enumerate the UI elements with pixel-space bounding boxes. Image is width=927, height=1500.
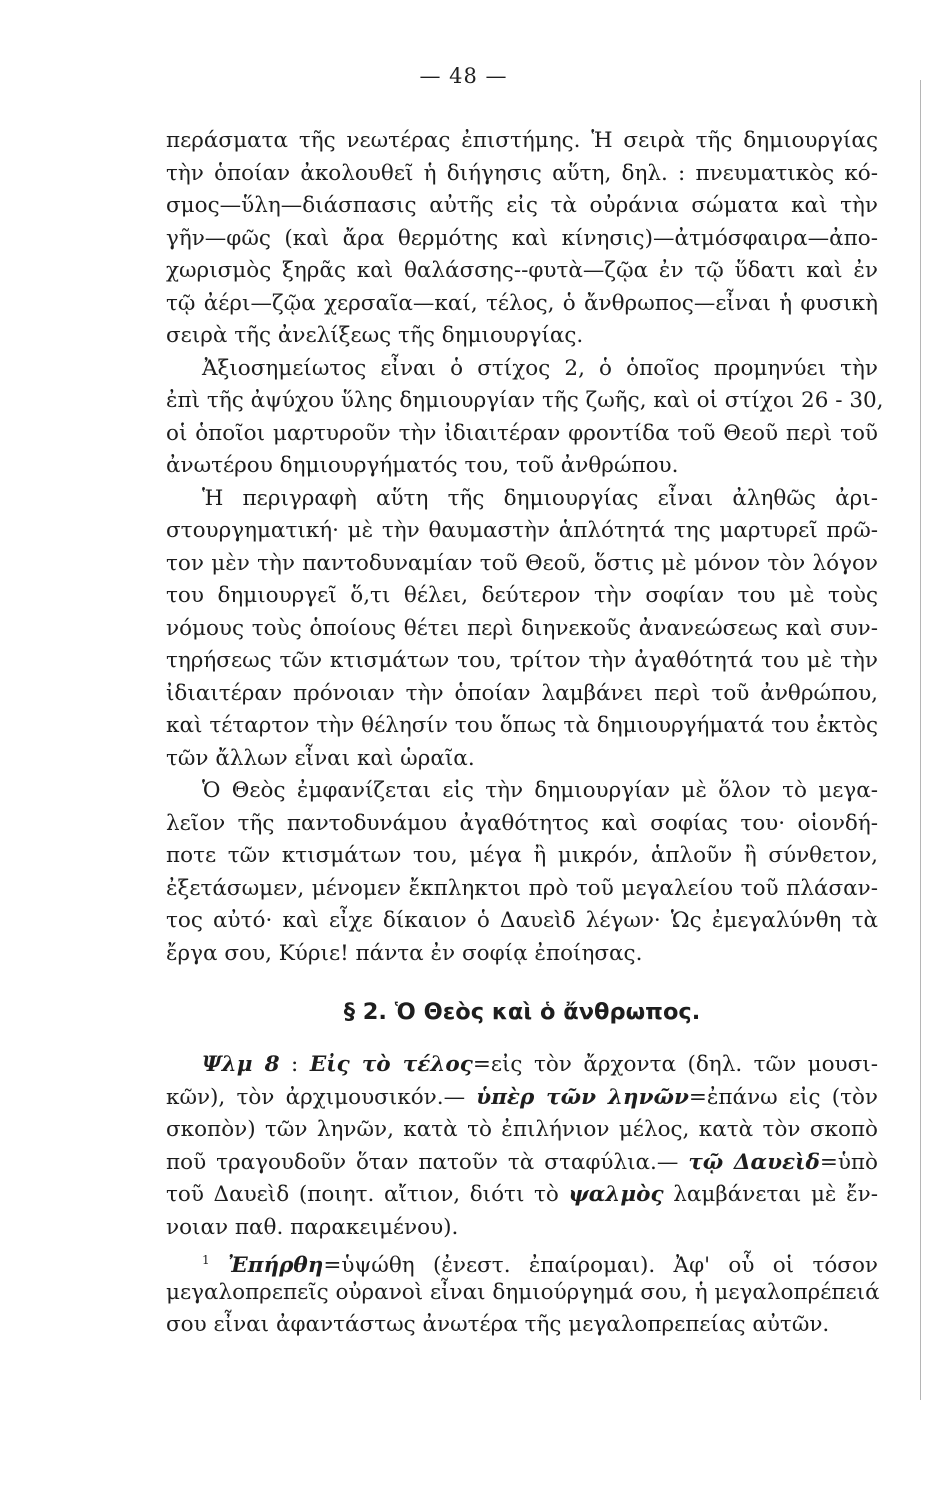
text-line <box>166 1277 878 1310</box>
text-span: =ὑψώθη (ἐνεστ. ἐπαίρομαι). Ἀφ' οὗ οἱ τόσον <box>323 1253 878 1279</box>
gloss-term: ψαλμὸς <box>568 1182 664 1207</box>
text-line: τηρήσεως τῶν κτισμάτων του, τρίτον τὴν ἀγαθότητά του μὲ τὴν <box>166 648 878 673</box>
text-span: : <box>279 1052 310 1077</box>
text-line <box>166 1049 878 1082</box>
text-span: νοιαν παθ. παρακειμένου). <box>166 1214 459 1240</box>
text-line: ἐπὶ τῆς ἀψύχου ὕλης δημιουργίαν τῆς ζωῆς, καὶ οἱ στίχοι 26 - 30, <box>166 388 884 413</box>
section-heading: § 2. Ὁ Θεὸς καὶ ὁ ἄνθρωπος. <box>343 999 701 1025</box>
text-span: τοῦ Δαυεὶδ (ποιητ. αἴτιον, διότι τὸ <box>166 1182 569 1207</box>
text-line: σειρὰ τῆς ἀνελίξεως τῆς δημιουργίας. <box>166 323 584 348</box>
page-number: — 48 — <box>419 64 508 88</box>
text-line <box>166 1244 878 1277</box>
gloss-term: Ἐπήρθη <box>227 1253 324 1279</box>
text-line: γῆν—φῶς (καὶ ἄρα θερμότης καὶ κίνησις)—ἀτμόσφαιρα—ἀπο- <box>166 225 878 251</box>
page-edge <box>920 80 921 1400</box>
text-line: οἱ ὁποῖοι μαρτυροῦν τὴν ἰδιαιτέραν φροντίδα τοῦ Θεοῦ περὶ τοῦ <box>166 420 878 446</box>
text-line: Ἡ περιγραφὴ αὕτη τῆς δημιουργίας εἶναι ἀληθῶς ἀρι- <box>202 485 878 511</box>
paragraph-creation-order <box>166 125 884 970</box>
text-line <box>166 1082 878 1115</box>
gloss-term: τῷ Δαυεὶδ <box>688 1149 820 1175</box>
text-line: χωρισμὸς ξηρᾶς καὶ θαλάσσης--φυτὰ—ζῷα ἐν τῷ ὕδατι καὶ ἐν <box>166 258 878 283</box>
psalm-ref: Ψλμ 8 <box>202 1052 280 1077</box>
text-line <box>166 1147 878 1180</box>
text-line: καὶ τέταρτον τὴν θέλησίν του ὅπως τὰ δημιουργήματά του ἐκτὸς <box>166 713 878 738</box>
text-line: τὴν ὁποίαν ἀκολουθεῖ ἡ διήγησις αὕτη, δηλ. : πνευματικὸς κό- <box>166 160 878 186</box>
text-line: περάσματα τῆς νεωτέρας ἐπιστήμης. Ἡ σειρὰ τῆς δημιουργίας <box>166 128 878 153</box>
paragraph-verse-1 <box>166 1244 878 1342</box>
text-span: σκοπὸν) τῶν ληνῶν, κατὰ τὸ ἐπιλήνιον μέλος, κατὰ τὸν σκοπὸ <box>166 1117 878 1142</box>
text-line <box>166 1114 878 1147</box>
text-line: τον μὲν τὴν παντοδυναμίαν τοῦ Θεοῦ, ὅστις μὲ μόνον τὸν λόγον <box>166 550 878 576</box>
gloss-term: ὑπὲρ τῶν ληνῶν <box>476 1084 689 1110</box>
text-line: τῶν ἄλλων εἶναι καὶ ὡραῖα. <box>166 745 475 771</box>
text-line: τῷ ἀέρι—ζῷα χερσαῖα—καί, τέλος, ὁ ἄνθρωπος—εἶναι ἡ φυσικὴ <box>166 290 878 316</box>
text-span: λαμβάνεται μὲ ἔν- <box>663 1182 878 1207</box>
body-text <box>166 125 884 1342</box>
text-span: κῶν), τὸν ἀρχιμουσικόν.— <box>166 1084 477 1110</box>
text-line: τος αὐτό· καὶ εἶχε δίκαιον ὁ Δαυεὶδ λέγων· Ὡς ἐμεγαλύνθη τὰ <box>166 908 878 933</box>
text-span: ποῦ τραγουδοῦν ὅταν πατοῦν τὰ σταφύλια.— <box>166 1149 689 1175</box>
text-line: του δημιουργεῖ ὅ,τι θέλει, δεύτερον τὴν σοφίαν του μὲ τοὺς <box>166 583 878 608</box>
text-line: ἰδιαιτέραν πρόνοιαν τὴν ὁποίαν λαμβάνει περὶ τοῦ ἀνθρώπου, <box>166 680 878 706</box>
text-line: σμος—ὕλη—διάσπασις αὐτῆς εἰς τὰ οὐράνια σώματα καὶ τὴν <box>166 193 878 218</box>
text-span: =ὑπὸ <box>819 1149 879 1175</box>
gloss-term: Εἰς τὸ τέλος <box>309 1052 473 1077</box>
text-line: Ὁ Θεὸς ἐμφανίζεται εἰς τὴν δημιουργίαν μὲ ὅλον τὸ μεγα- <box>202 778 878 803</box>
verse-number: 1 <box>202 1253 210 1267</box>
text-line: νόμους τοὺς ὁποίους θέτει περὶ διηνεκοῦς ἀνανεώσεως καὶ συν- <box>166 615 878 641</box>
text-line: ἀνωτέρου δημιουργήματός του, τοῦ ἀνθρώπου. <box>166 453 679 478</box>
text-line: ἐξετάσωμεν, μένομεν ἔκπληκτοι πρὸ τοῦ μεγαλείου τοῦ πλάσαν- <box>166 875 878 901</box>
text-line <box>166 1212 878 1245</box>
text-span: =εἰς τὸν ἄρχοντα (δηλ. τῶν μουσι- <box>472 1052 879 1077</box>
text-line: στουργηματική· μὲ τὴν θαυμαστὴν ἁπλότητά της μαρτυρεῖ πρῶ- <box>166 518 878 543</box>
text-span: =ἐπάνω εἰς (τὸν <box>688 1084 878 1110</box>
text-line: Ἀξιοσημείωτος εἶναι ὁ στίχος 2, ὁ ὁποῖος προμηνύει τὴν <box>202 355 878 381</box>
text-line <box>166 1179 878 1212</box>
text-line: λεῖον τῆς παντοδυνάμου ἀγαθότητος καὶ σοφίας του· οἱονδή- <box>166 810 878 836</box>
text-line: ἔργα σου, Κύριε! πάντα ἐν σοφίᾳ ἐποίησας. <box>166 940 643 966</box>
text-line <box>166 1309 878 1342</box>
text-line: ποτε τῶν κτισμάτων του, μέγα ἢ μικρόν, ἁπλοῦν ἢ σύνθετον, <box>166 843 878 868</box>
text-span: μεγαλοπρεπεῖς οὐρανοὶ εἶναι δημιούργημά σου, ἡ μεγαλοπρέπειά <box>166 1279 880 1305</box>
paragraph-psalm-notes <box>166 1049 878 1244</box>
text-span: σου εἶναι ἀφαντάστως ἀνωτέρα τῆς μεγαλοπρεπείας αὐτῶν. <box>166 1312 830 1337</box>
